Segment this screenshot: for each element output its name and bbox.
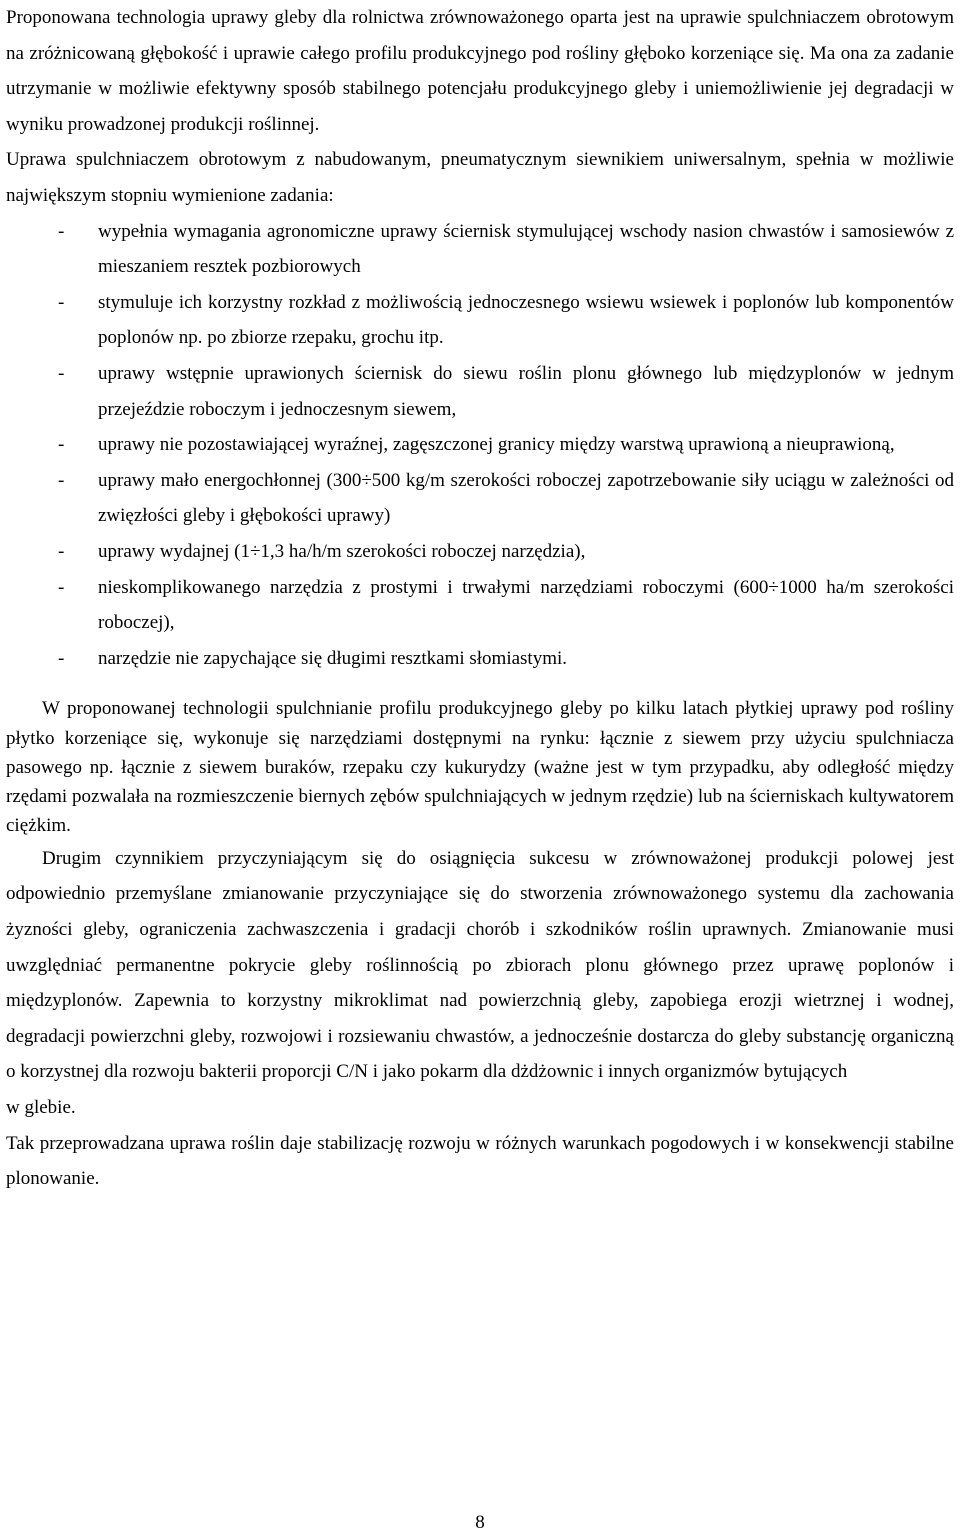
dash-bullet: -: [58, 220, 65, 242]
crop-rotation-paragraph-tail: w glebie.: [6, 1096, 76, 1118]
technology-paragraph: W proponowanej technologii spulchnianie profilu produkcyjnego gleby po kilku latach płytkiej uprawy pod rośliny płytko korzeniące się, wykonuje się narzędziami dostępnymi na rynku: łącznie z siewem przy użyciu spulchniacza pasowego np. łącznie z siewem buraków, rzepaku czy kukurydzy (ważne jest w tym przypadku, aby odległość między rzędami pozwalała na rozmieszczenie biernych zębów spulchniających w jednym rzędzie) lub na ścierniskach kultywatorem ciężkim.: [6, 698, 954, 837]
conclusion-paragraph: Tak przeprowadzana uprawa roślin daje stabilizację rozwoju w różnych warunkach pogodowych i w konsekwencji stabilne plonowanie.: [6, 1132, 954, 1190]
requirements-list: [6, 214, 954, 677]
dash-bullet: -: [58, 434, 65, 456]
page-number: 8: [475, 1512, 485, 1533]
list-item: - narzędzie nie zapychające się długimi resztkami słomiastymi.: [6, 641, 954, 677]
list-item: - uprawy nie pozostawiającej wyraźnej, zagęszczonej granicy między warstwą uprawioną a nieuprawioną,: [6, 427, 954, 463]
dash-bullet: -: [58, 540, 65, 562]
list-item: - nieskomplikowanego narzędzia z prostymi i trwałymi narzędziami roboczymi (600÷1000 ha/m szerokości roboczej),: [6, 570, 954, 641]
list-item: - stymuluje ich korzystny rozkład z możliwością jednoczesnego wsiewu wsiewek i poplonów lub komponentów poplonów np. po zbiorze rzepaku, grochu itp.: [6, 285, 954, 356]
document-page: [6, 0, 954, 1197]
dash-bullet: -: [58, 291, 65, 313]
list-item: - uprawy wydajnej (1÷1,3 ha/h/m szerokości roboczej narzędzia),: [6, 534, 954, 570]
list-item: - wypełnia wymagania agronomiczne uprawy ściernisk stymulującej wschody nasion chwastów i samosiewów z mieszaniem resztek pozbiorowych: [6, 214, 954, 285]
intro-paragraph-2: Uprawa spulchniaczem obrotowym z nabudowanym, pneumatycznym siewnikiem uniwersalnym, spełnia w możliwie największym stopniu wymienione zadania:: [6, 149, 954, 206]
crop-rotation-paragraph: Drugim czynnikiem przyczyniającym się do osiągnięcia sukcesu w zrównoważonej produkcji polowej jest odpowiednio przemyślane zmianowanie przyczyniające się do stworzenia zrównoważonego systemu dla zachowania żyzności gleby, ograniczenia zachwaszczenia i gradacji chorób i szkodników roślin uprawnych. Zmianowanie musi uwzględniać permanentne pokrycie gleby roślinnością po zbiorach plonu głównego przez uprawę poplonów i międzyplonów. Zapewnia to korzystny mikroklimat nad powierzchnią gleby, zapobiega erozji wietrznej i wodnej, degradacji powierzchni gleby, rozwojowi i rozsiewaniu chwastów, a jednocześnie dostarcza do gleby substancję organiczną o korzystnej dla rozwoju bakterii proporcji C/N i jako pokarm dla dżdżownic i innych organizmów bytujących: [6, 847, 954, 1083]
list-item: - uprawy mało energochłonnej (300÷500 kg/m szerokości roboczej zapotrzebowanie siły uciągu w zależności od zwięzłości gleby i głębokości uprawy): [6, 463, 954, 534]
intro-paragraph: Proponowana technologia uprawy gleby dla rolnictwa zrównoważonego oparta jest na uprawie spulchniaczem obrotowym na zróżnicowaną głębokość i uprawie całego profilu produkcyjnego pod rośliny głęboko korzeniące się. Ma ona za zadanie utrzymanie w możliwie efektywny sposób stabilnego potencjału produkcyjnego gleby i uniemożliwienie jej degradacji w wyniku prowadzonej produkcji roślinnej.: [6, 7, 954, 135]
dash-bullet: -: [58, 647, 65, 669]
list-item: - uprawy wstępnie uprawionych ściernisk do siewu roślin plonu głównego lub międzyplonów w jednym przejeździe roboczym i jednoczesnym siewem,: [6, 356, 954, 427]
dash-bullet: -: [58, 469, 65, 491]
dash-bullet: -: [58, 576, 65, 598]
dash-bullet: -: [58, 362, 65, 384]
